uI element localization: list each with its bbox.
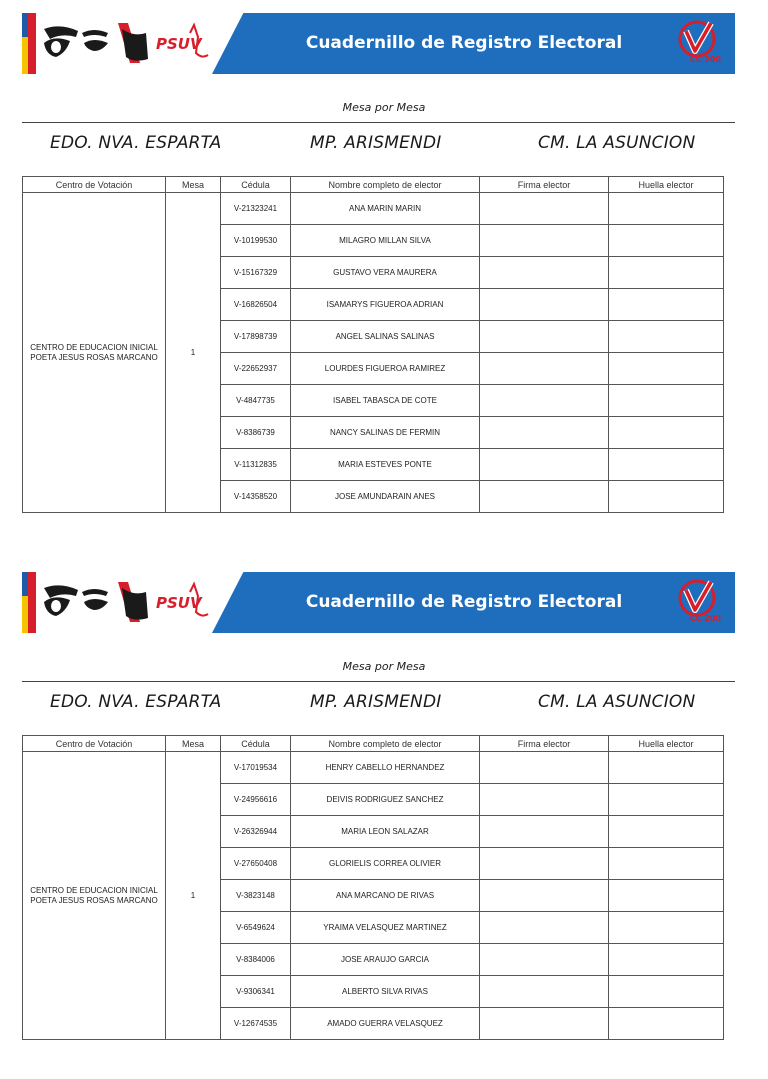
elector-name-cell: MILAGRO MILLAN SILVA <box>291 225 480 257</box>
voting-center-cell: CENTRO DE EDUCACION INICIAL POETA JESUS ROSAS MARCANO <box>23 193 166 513</box>
fingerprint-cell[interactable] <box>609 880 724 912</box>
elector-name-cell: GUSTAVO VERA MAURERA <box>291 257 480 289</box>
elector-name-cell: ALBERTO SILVA RIVAS <box>291 976 480 1008</box>
signature-cell[interactable] <box>480 449 609 481</box>
estado-label: EDO. NVA. ESPARTA <box>50 133 222 153</box>
col-mesa-header: Mesa <box>166 177 221 193</box>
col-mesa-header: Mesa <box>166 736 221 752</box>
signature-cell[interactable] <box>480 353 609 385</box>
col-nombre-header: Nombre completo de elector <box>291 177 480 193</box>
fingerprint-cell[interactable] <box>609 289 724 321</box>
cedula-cell: V-4847735 <box>221 385 291 417</box>
comunidad-label: CM. LA ASUNCION <box>538 692 696 712</box>
fingerprint-cell[interactable] <box>609 225 724 257</box>
table-header-row <box>23 736 724 752</box>
document-title: Cuadernillo de Registro Electoral <box>305 592 623 612</box>
table-header-row <box>23 177 724 193</box>
signature-cell[interactable] <box>480 289 609 321</box>
cedula-cell: V-27650408 <box>221 848 291 880</box>
fingerprint-cell[interactable] <box>609 481 724 513</box>
cedula-cell: V-8386739 <box>221 417 291 449</box>
cedula-cell: V-12674535 <box>221 1008 291 1040</box>
fingerprint-cell[interactable] <box>609 752 724 784</box>
comunidad-label: CM. LA ASUNCION <box>538 133 696 153</box>
signature-cell[interactable] <box>480 784 609 816</box>
divider <box>22 122 735 123</box>
table-row <box>23 193 724 225</box>
party-name: PSUV <box>156 35 202 53</box>
elector-name-cell: JOSE AMUNDARAIN ANES <box>291 481 480 513</box>
emblem-caption: CC 200 <box>689 55 721 64</box>
cedula-cell: V-22652937 <box>221 353 291 385</box>
signature-cell[interactable] <box>480 752 609 784</box>
cedula-cell: V-10199530 <box>221 225 291 257</box>
signature-cell[interactable] <box>480 976 609 1008</box>
cedula-cell: V-11312835 <box>221 449 291 481</box>
signature-cell[interactable] <box>480 193 609 225</box>
fingerprint-cell[interactable] <box>609 848 724 880</box>
fingerprint-cell[interactable] <box>609 944 724 976</box>
fingerprint-cell[interactable] <box>609 417 724 449</box>
elector-name-cell: AMADO GUERRA VELASQUEZ <box>291 1008 480 1040</box>
elector-name-cell: YRAIMA VELASQUEZ MARTINEZ <box>291 912 480 944</box>
cedula-cell: V-9306341 <box>221 976 291 1008</box>
cedula-cell: V-16826504 <box>221 289 291 321</box>
fingerprint-cell[interactable] <box>609 449 724 481</box>
fingerprint-cell[interactable] <box>609 912 724 944</box>
voter-register-table <box>22 735 724 1040</box>
voting-center-cell: CENTRO DE EDUCACION INICIAL POETA JESUS ROSAS MARCANO <box>23 752 166 1040</box>
psuv-logo <box>22 572 232 633</box>
cedula-cell: V-3823148 <box>221 880 291 912</box>
cedula-cell: V-17019534 <box>221 752 291 784</box>
fingerprint-cell[interactable] <box>609 816 724 848</box>
col-huella-header: Huella elector <box>609 736 724 752</box>
cedula-cell: V-14358520 <box>221 481 291 513</box>
signature-cell[interactable] <box>480 417 609 449</box>
elector-name-cell: HENRY CABELLO HERNANDEZ <box>291 752 480 784</box>
elector-name-cell: LOURDES FIGUEROA RAMIREZ <box>291 353 480 385</box>
signature-cell[interactable] <box>480 880 609 912</box>
elector-name-cell: ANA MARIN MARIN <box>291 193 480 225</box>
cedula-cell: V-8384006 <box>221 944 291 976</box>
divider <box>22 681 735 682</box>
document-title: Cuadernillo de Registro Electoral <box>305 33 623 53</box>
elector-name-cell: MARIA ESTEVES PONTE <box>291 449 480 481</box>
register-section <box>0 0 768 520</box>
elector-name-cell: GLORIELIS CORREA OLIVIER <box>291 848 480 880</box>
signature-cell[interactable] <box>480 848 609 880</box>
col-centro-header: Centro de Votación <box>23 177 166 193</box>
cedula-cell: V-26326944 <box>221 816 291 848</box>
party-name: PSUV <box>156 594 202 612</box>
header-banner <box>22 572 735 633</box>
elector-name-cell: JOSE ARAUJO GARCIA <box>291 944 480 976</box>
cedula-cell: V-21323241 <box>221 193 291 225</box>
subtitle: Mesa por Mesa <box>342 101 426 114</box>
elector-name-cell: ISAMARYS FIGUEROA ADRIAN <box>291 289 480 321</box>
elector-name-cell: NANCY SALINAS DE FERMIN <box>291 417 480 449</box>
cedula-cell: V-17898739 <box>221 321 291 353</box>
signature-cell[interactable] <box>480 321 609 353</box>
col-huella-header: Huella elector <box>609 177 724 193</box>
cedula-cell: V-6549624 <box>221 912 291 944</box>
col-centro-header: Centro de Votación <box>23 736 166 752</box>
signature-cell[interactable] <box>480 257 609 289</box>
municipio-label: MP. ARISMENDI <box>310 133 442 153</box>
col-cedula-header: Cédula <box>221 177 291 193</box>
fingerprint-cell[interactable] <box>609 193 724 225</box>
fingerprint-cell[interactable] <box>609 353 724 385</box>
col-cedula-header: Cédula <box>221 736 291 752</box>
signature-cell[interactable] <box>480 944 609 976</box>
signature-cell[interactable] <box>480 225 609 257</box>
col-nombre-header: Nombre completo de elector <box>291 736 480 752</box>
fingerprint-cell[interactable] <box>609 257 724 289</box>
mesa-cell: 1 <box>166 752 221 1040</box>
mesa-cell: 1 <box>166 193 221 513</box>
elector-name-cell: ISABEL TABASCA DE COTE <box>291 385 480 417</box>
fingerprint-cell[interactable] <box>609 385 724 417</box>
cedula-cell: V-24956616 <box>221 784 291 816</box>
municipio-label: MP. ARISMENDI <box>310 692 442 712</box>
estado-label: EDO. NVA. ESPARTA <box>50 692 222 712</box>
fingerprint-cell[interactable] <box>609 976 724 1008</box>
register-section <box>0 559 768 1079</box>
signature-cell[interactable] <box>480 816 609 848</box>
psuv-logo <box>22 13 232 74</box>
col-firma-header: Firma elector <box>480 177 609 193</box>
elector-name-cell: ANGEL SALINAS SALINAS <box>291 321 480 353</box>
emblem-caption: CC 200 <box>689 614 721 623</box>
cedula-cell: V-15167329 <box>221 257 291 289</box>
elector-name-cell: ANA MARCANO DE RIVAS <box>291 880 480 912</box>
header-banner <box>22 13 735 74</box>
signature-cell[interactable] <box>480 385 609 417</box>
elector-name-cell: MARIA LEON SALAZAR <box>291 816 480 848</box>
table-row <box>23 752 724 784</box>
subtitle: Mesa por Mesa <box>342 660 426 673</box>
signature-cell[interactable] <box>480 912 609 944</box>
col-firma-header: Firma elector <box>480 736 609 752</box>
signature-cell[interactable] <box>480 481 609 513</box>
elector-name-cell: DEIVIS RODRIGUEZ SANCHEZ <box>291 784 480 816</box>
fingerprint-cell[interactable] <box>609 784 724 816</box>
voter-register-table <box>22 176 724 513</box>
fingerprint-cell[interactable] <box>609 321 724 353</box>
